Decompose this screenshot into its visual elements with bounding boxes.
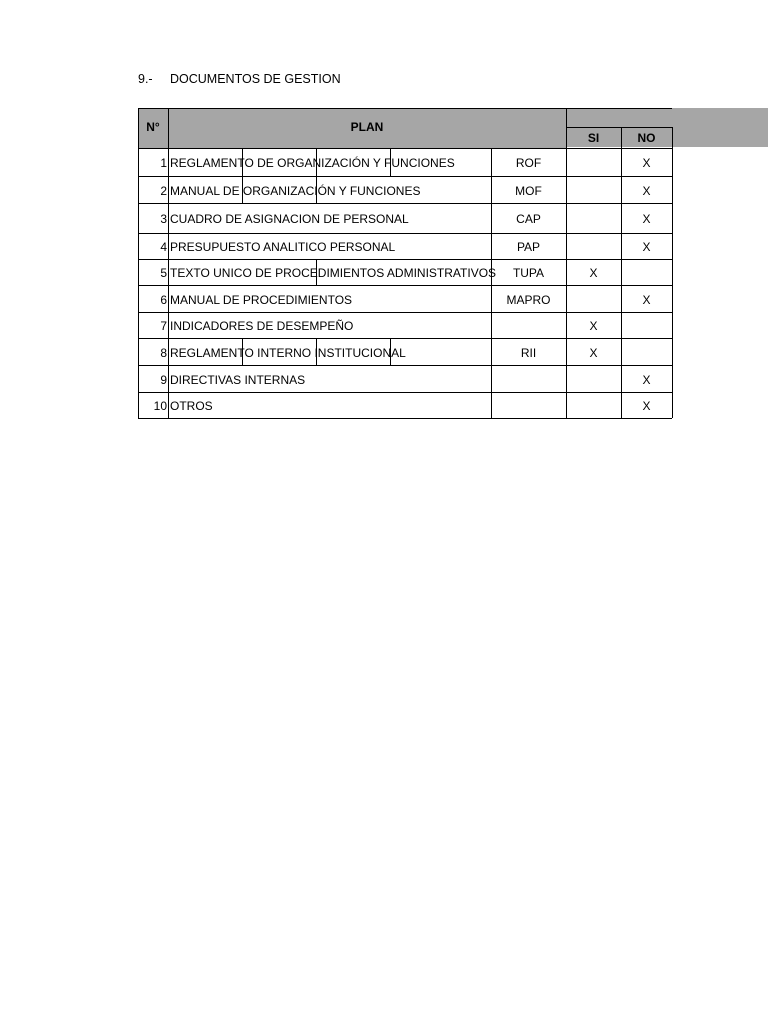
col-border-left <box>138 108 139 418</box>
row-plan-name: TEXTO UNICO DE PROCEDIMIENTOS ADMINISTRATIVOS <box>170 266 497 280</box>
row-bottom-border <box>138 233 672 234</box>
row-abbreviation: MAPRO <box>506 293 551 307</box>
header-bottom-border <box>138 148 672 149</box>
section-title: DOCUMENTOS DE GESTION <box>170 72 341 86</box>
row-plan-name: MANUAL DE PROCEDIMIENTOS <box>170 293 353 307</box>
row-number: 6 <box>160 293 167 307</box>
row-abbreviation: RII <box>520 346 537 360</box>
row-plan-name: PRESUPUESTO ANALITICO PERSONAL <box>170 240 396 254</box>
row-si-mark: X <box>589 346 598 360</box>
col-border-right <box>672 127 673 418</box>
row-number: 2 <box>160 184 167 198</box>
row-plan-name: OTROS <box>170 399 213 413</box>
row-number: 4 <box>160 240 167 254</box>
table-top-border <box>138 108 672 109</box>
answer-subheader-border <box>566 127 672 128</box>
row-si-mark: X <box>589 266 598 280</box>
row-bottom-border <box>138 365 672 366</box>
row-plan-name: INDICADORES DE DESEMPEÑO <box>170 319 354 333</box>
row-no-mark: X <box>642 293 651 307</box>
row-no-mark: X <box>642 156 651 170</box>
row-abbreviation: CAP <box>516 212 541 226</box>
row-number: 10 <box>153 399 167 413</box>
row-plan-name: CUADRO DE ASIGNACION DE PERSONAL <box>170 212 409 226</box>
row-bottom-border <box>138 338 672 339</box>
row-plan-name: DIRECTIVAS INTERNAS <box>170 373 306 387</box>
row-plan-name: REGLAMENTO DE ORGANIZACIÓN Y FUNCIONES <box>170 156 455 170</box>
header-plan-label: PLAN <box>350 120 384 134</box>
row-no-mark: X <box>642 184 651 198</box>
row-number: 3 <box>160 212 167 226</box>
col-border-number <box>168 108 169 418</box>
header-no-label: NO <box>637 131 656 145</box>
row-abbreviation: TUPA <box>512 266 545 280</box>
row-plan-name: REGLAMENTO INTERNO INSTITUCIONAL <box>170 346 406 360</box>
row-number: 8 <box>160 346 167 360</box>
row-no-mark: X <box>642 212 651 226</box>
row-bottom-border <box>138 418 672 419</box>
row-si-mark: X <box>589 319 598 333</box>
row-number: 5 <box>160 266 167 280</box>
row-number: 1 <box>160 156 167 170</box>
section-number: 9.- <box>138 72 153 86</box>
row-bottom-border <box>138 392 672 393</box>
row-bottom-border <box>138 285 672 286</box>
row-bottom-border <box>138 259 672 260</box>
row-abbreviation: ROF <box>515 156 542 170</box>
row-no-mark: X <box>642 399 651 413</box>
row-number: 9 <box>160 373 167 387</box>
header-number-label: N° <box>146 120 160 134</box>
row-bottom-border <box>138 176 672 177</box>
row-bottom-border <box>138 203 672 204</box>
header-si-label: SI <box>587 131 600 145</box>
row-number: 7 <box>160 319 167 333</box>
row-plan-name: MANUAL DE ORGANIZACIÓN Y FUNCIONES <box>170 184 421 198</box>
row-no-mark: X <box>642 373 651 387</box>
row-abbreviation: PAP <box>516 240 541 254</box>
row-no-mark: X <box>642 240 651 254</box>
row-bottom-border <box>138 312 672 313</box>
row-abbreviation: MOF <box>515 184 542 198</box>
col-border-si-left <box>566 108 567 418</box>
